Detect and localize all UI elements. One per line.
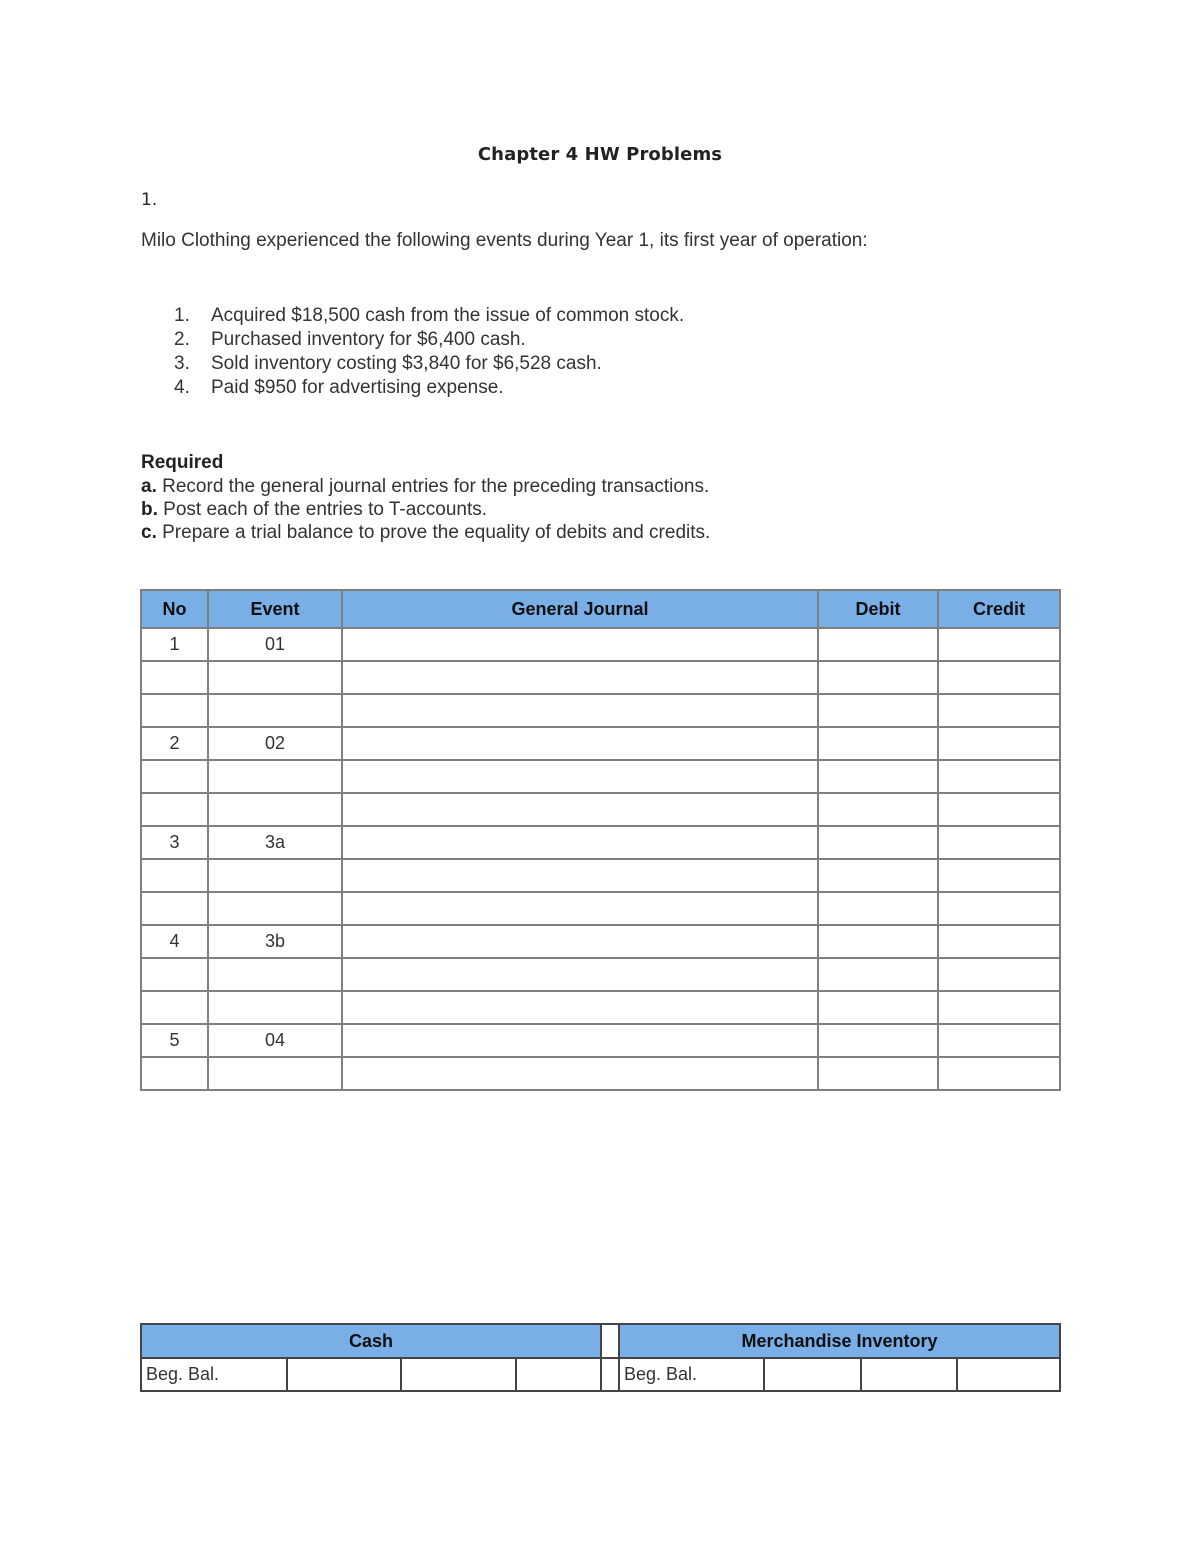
event-cell: 3a — [208, 826, 342, 859]
debit-cell[interactable] — [818, 1024, 938, 1057]
event-cell: 3b — [208, 925, 342, 958]
t-accounts-table — [140, 1323, 1061, 1392]
header-general-journal: General Journal — [342, 590, 818, 628]
general-journal-cell[interactable] — [342, 793, 818, 826]
no-cell: 2 — [141, 727, 208, 760]
required-letter: b. — [141, 499, 158, 520]
event-cell — [208, 991, 342, 1024]
credit-cell[interactable] — [938, 727, 1060, 760]
credit-cell[interactable] — [938, 826, 1060, 859]
general-journal-cell[interactable] — [342, 1057, 818, 1090]
table-row — [141, 694, 1060, 727]
cash-credit-label-cell[interactable] — [401, 1358, 516, 1391]
event-cell — [208, 892, 342, 925]
header-credit: Credit — [938, 590, 1060, 628]
required-heading: Required — [141, 452, 224, 473]
required-text: Prepare a trial balance to prove the equality of debits and credits. — [156, 522, 711, 543]
general-journal-cell[interactable] — [342, 760, 818, 793]
no-cell: 4 — [141, 925, 208, 958]
problem-intro: Milo Clothing experienced the following events during Year 1, its first year of operation: — [141, 230, 868, 251]
no-cell — [141, 991, 208, 1024]
problem-number: 1. — [141, 190, 158, 210]
debit-cell[interactable] — [818, 925, 938, 958]
credit-cell[interactable] — [938, 991, 1060, 1024]
cash-credit-cell[interactable] — [516, 1358, 601, 1391]
event-cell — [208, 694, 342, 727]
list-item — [174, 328, 684, 352]
no-cell — [141, 793, 208, 826]
credit-cell[interactable] — [938, 793, 1060, 826]
table-row — [141, 958, 1060, 991]
credit-cell[interactable] — [938, 958, 1060, 991]
required-section — [141, 451, 710, 544]
general-journal-table — [140, 589, 1061, 1091]
debit-cell[interactable] — [818, 661, 938, 694]
table-row — [141, 760, 1060, 793]
required-text: Record the general journal entries for the preceding transactions. — [156, 476, 710, 497]
header-no: No — [141, 590, 208, 628]
general-journal-cell[interactable] — [342, 727, 818, 760]
general-journal-cell[interactable] — [342, 628, 818, 661]
debit-cell[interactable] — [818, 760, 938, 793]
merch-beg-bal-debit-cell[interactable] — [764, 1358, 861, 1391]
credit-cell[interactable] — [938, 760, 1060, 793]
no-cell — [141, 892, 208, 925]
event-cell — [208, 793, 342, 826]
general-journal-cell[interactable] — [342, 958, 818, 991]
debit-cell[interactable] — [818, 859, 938, 892]
table-row — [141, 991, 1060, 1024]
general-journal-cell[interactable] — [342, 826, 818, 859]
merch-credit-label-cell[interactable] — [861, 1358, 957, 1391]
table-row — [141, 925, 1060, 958]
cash-beg-bal-debit-cell[interactable] — [287, 1358, 401, 1391]
event-cell: 02 — [208, 727, 342, 760]
required-letter: c. — [141, 522, 157, 543]
no-cell — [141, 694, 208, 727]
table-row — [141, 727, 1060, 760]
credit-cell[interactable] — [938, 661, 1060, 694]
required-item-c — [141, 521, 710, 544]
credit-cell[interactable] — [938, 859, 1060, 892]
credit-cell[interactable] — [938, 694, 1060, 727]
no-cell — [141, 1057, 208, 1090]
required-item-b — [141, 498, 710, 521]
general-journal-cell[interactable] — [342, 892, 818, 925]
no-cell: 3 — [141, 826, 208, 859]
table-row — [141, 1057, 1060, 1090]
table-row — [141, 1024, 1060, 1057]
table-row — [141, 859, 1060, 892]
table-row — [141, 661, 1060, 694]
required-text: Post each of the entries to T-accounts. — [157, 499, 488, 520]
event-number: 2. — [174, 329, 190, 350]
account-separator — [601, 1358, 619, 1391]
debit-cell[interactable] — [818, 1057, 938, 1090]
event-number: 1. — [174, 305, 190, 326]
credit-cell[interactable] — [938, 892, 1060, 925]
list-item — [174, 304, 684, 328]
event-number: 3. — [174, 353, 190, 374]
event-cell — [208, 1057, 342, 1090]
no-cell: 5 — [141, 1024, 208, 1057]
event-list — [174, 304, 684, 400]
t-accounts-row — [141, 1358, 1060, 1391]
required-item-a — [141, 475, 710, 498]
event-cell — [208, 661, 342, 694]
credit-cell[interactable] — [938, 1024, 1060, 1057]
debit-cell[interactable] — [818, 727, 938, 760]
header-debit: Debit — [818, 590, 938, 628]
event-text: Sold inventory costing $3,840 for $6,528 cash. — [211, 353, 602, 374]
no-cell — [141, 859, 208, 892]
debit-cell[interactable] — [818, 793, 938, 826]
debit-cell[interactable] — [818, 892, 938, 925]
debit-cell[interactable] — [818, 826, 938, 859]
cash-account-title: Cash — [141, 1324, 601, 1358]
page-title: Chapter 4 HW Problems — [477, 144, 723, 165]
event-cell — [208, 958, 342, 991]
list-item — [174, 352, 684, 376]
event-cell — [208, 760, 342, 793]
credit-cell[interactable] — [938, 628, 1060, 661]
table-row — [141, 628, 1060, 661]
no-cell — [141, 958, 208, 991]
no-cell — [141, 661, 208, 694]
header-event: Event — [208, 590, 342, 628]
event-text: Acquired $18,500 cash from the issue of common stock. — [211, 305, 685, 326]
event-cell: 01 — [208, 628, 342, 661]
table-row — [141, 892, 1060, 925]
required-letter: a. — [141, 476, 157, 497]
cash-beg-bal-label: Beg. Bal. — [141, 1358, 287, 1391]
credit-cell[interactable] — [938, 1057, 1060, 1090]
credit-cell[interactable] — [938, 925, 1060, 958]
general-journal-cell[interactable] — [342, 925, 818, 958]
debit-cell[interactable] — [818, 958, 938, 991]
general-journal-cell[interactable] — [342, 991, 818, 1024]
t-accounts-header-row — [141, 1324, 1060, 1358]
debit-cell[interactable] — [818, 694, 938, 727]
general-journal-cell[interactable] — [342, 694, 818, 727]
general-journal-cell[interactable] — [342, 661, 818, 694]
no-cell: 1 — [141, 628, 208, 661]
event-text: Paid $950 for advertising expense. — [211, 377, 504, 398]
debit-cell[interactable] — [818, 628, 938, 661]
event-cell — [208, 859, 342, 892]
table-row — [141, 793, 1060, 826]
merch-credit-cell[interactable] — [957, 1358, 1060, 1391]
list-item — [174, 376, 684, 400]
no-cell — [141, 760, 208, 793]
table-header-row — [141, 590, 1060, 628]
event-number: 4. — [174, 377, 190, 398]
table-row — [141, 826, 1060, 859]
debit-cell[interactable] — [818, 991, 938, 1024]
event-text: Purchased inventory for $6,400 cash. — [211, 329, 526, 350]
general-journal-cell[interactable] — [342, 1024, 818, 1057]
general-journal-cell[interactable] — [342, 859, 818, 892]
merch-beg-bal-label: Beg. Bal. — [619, 1358, 764, 1391]
account-separator — [601, 1324, 619, 1358]
merch-inventory-account-title: Merchandise Inventory — [619, 1324, 1060, 1358]
event-cell: 04 — [208, 1024, 342, 1057]
